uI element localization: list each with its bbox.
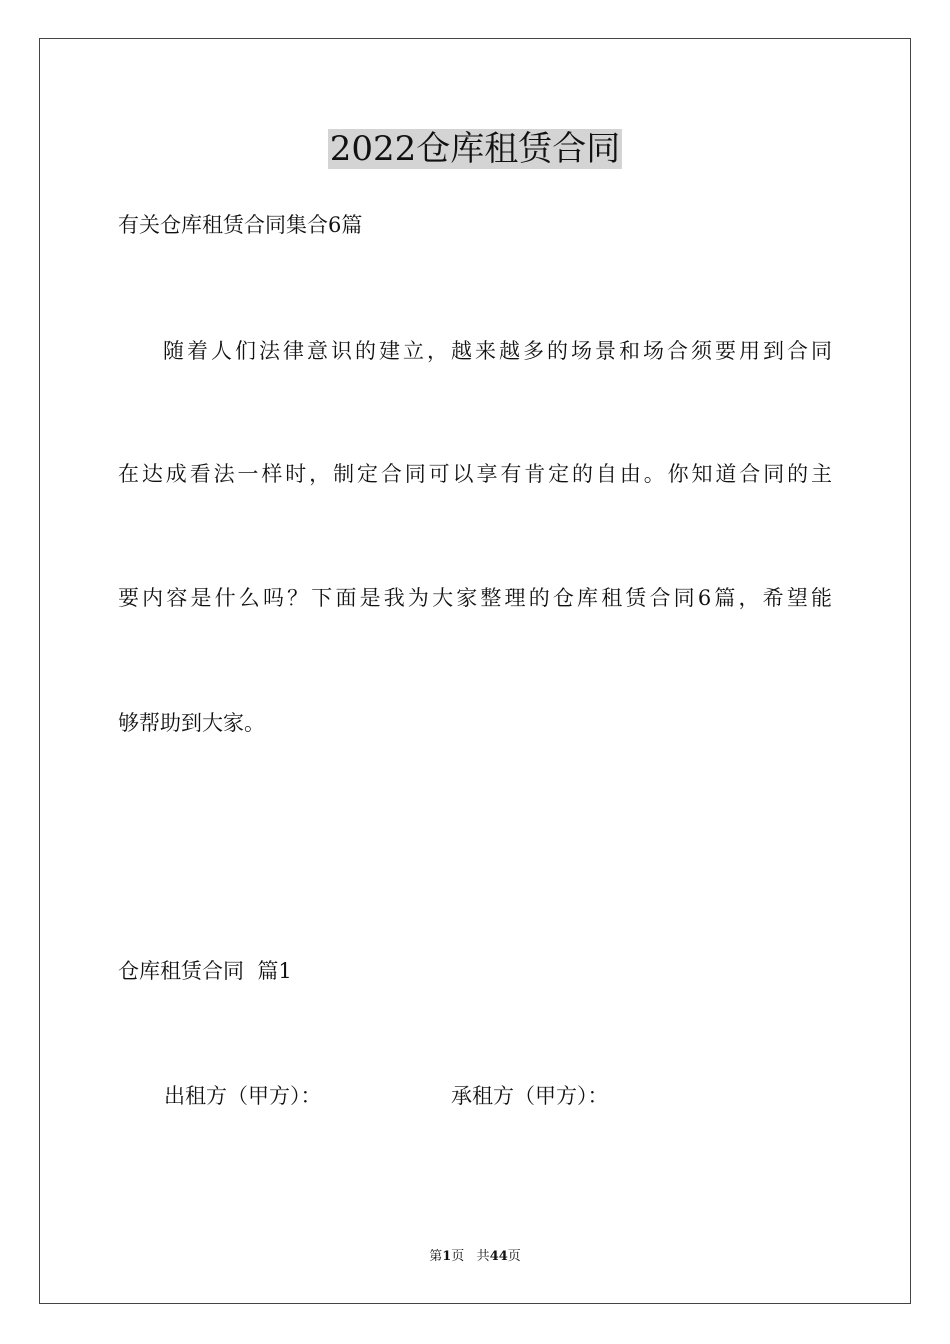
lessor-label: 出租方（甲方）： [164, 1084, 322, 1108]
paragraph-line-1: 随着人们法律意识的建立，越来越多的场景和场合须要用到合同 [163, 339, 832, 363]
document-subtitle: 有关仓库租赁合同集合6篇 [118, 213, 363, 237]
paragraph-line-3: 要内容是什么吗？下面是我为大家整理的仓库租赁合同6篇，希望能 [118, 586, 832, 610]
document-title [0, 127, 950, 171]
footer-total-prefix: 共 [476, 1249, 490, 1264]
section-heading: 仓库租赁合同 篇1 [118, 959, 292, 983]
page-footer [0, 1249, 950, 1265]
footer-total-pages: 44 [489, 1249, 508, 1264]
document-title-text: 2022仓库租赁合同 [329, 129, 621, 169]
footer-page-number: 1 [442, 1249, 452, 1264]
footer-total-suffix: 页 [507, 1249, 521, 1264]
lessee-label: 承租方（甲方）： [451, 1084, 609, 1108]
footer-page-prefix: 第 [429, 1249, 443, 1264]
footer-page-suffix: 页 [451, 1249, 465, 1264]
paragraph-line-4: 够帮助到大家。 [118, 711, 265, 735]
paragraph-line-2: 在达成看法一样时，制定合同可以享有肯定的自由。你知道合同的主 [118, 462, 832, 486]
